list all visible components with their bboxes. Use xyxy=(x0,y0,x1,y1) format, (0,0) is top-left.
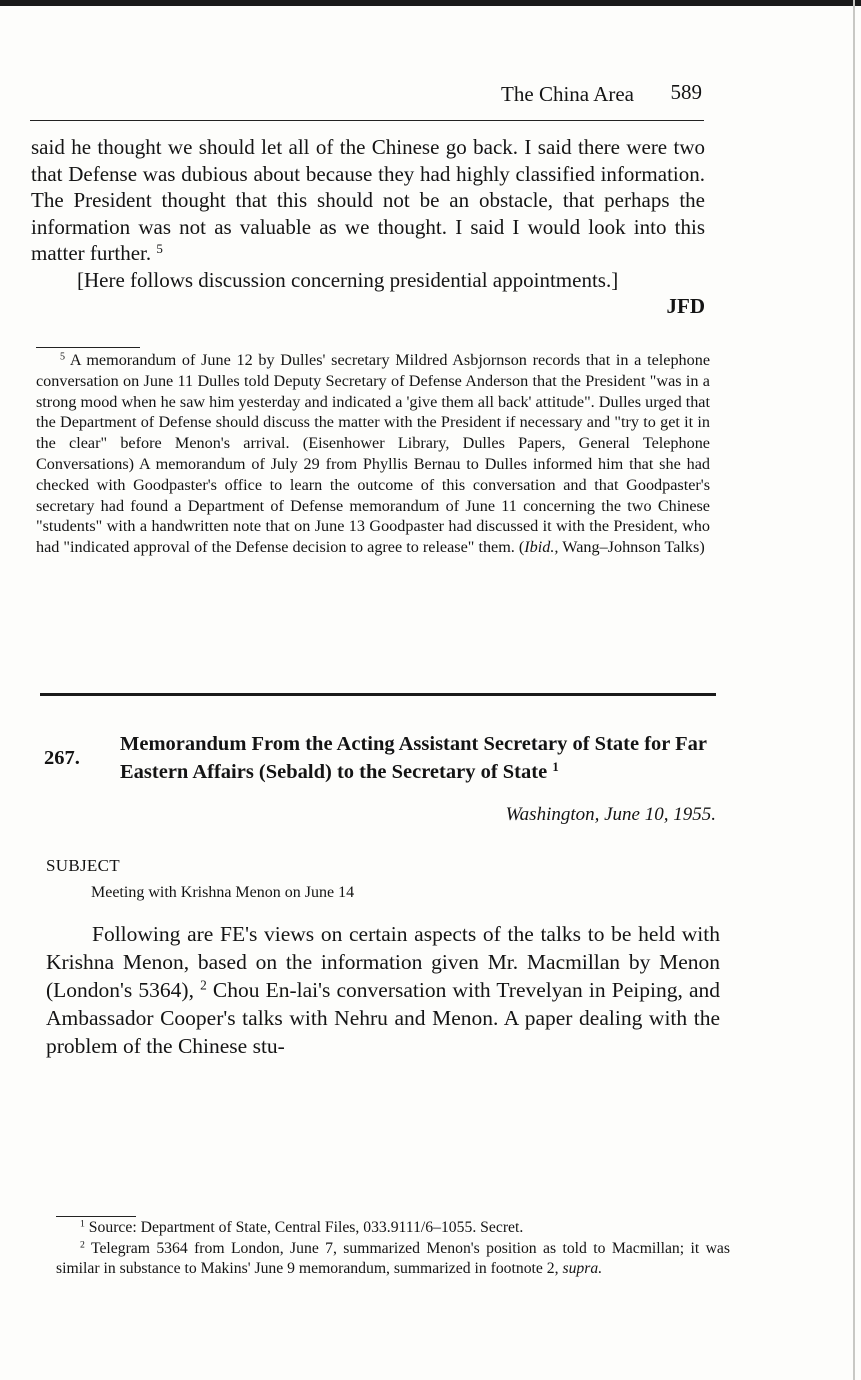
document-number: 267. xyxy=(44,747,80,769)
document-title-block xyxy=(120,730,716,786)
continuation-body: said he thought we should let all of the Chinese go back. I said there were two that Defense was dubious about because they had highly classified information. The President thought that this should not be an obstacle, that perhaps the information was not as valuable as we thought. I said I would look into this matter further. xyxy=(31,135,705,265)
footnote-1-marker: 1 xyxy=(80,1218,85,1230)
footnote-5 xyxy=(36,350,710,558)
subject-text: Meeting with Krishna Menon on June 14 xyxy=(91,884,355,901)
footnote-ref-5: 5 xyxy=(156,240,163,256)
footnote-1 xyxy=(56,1218,730,1239)
right-scan-edge xyxy=(853,0,855,1380)
footnote-5-text: A memorandum of June 12 by Dulles' secretary Mildred Asbjornson records that in a telephone conversation on June 11 Dulles told Deputy Secretary of Defense Anderson that the President "was in a strong mood when he saw him yesterday and indicated a 'give them all back' attitude". Dulles urged that the Department of Defense should discuss the matter with the President if necessary and "try to get it in the clear" before Menon's arrival. (Eisenhower Library, Dulles Papers, General Telephone Conversations) A memorandum of July 29 from Phyllis Bernau to Dulles informed him that she had checked with Goodpaster's office to learn the outcome of this conversation and that Goodpaster's secretary had found a Department of Defense memorandum of June 11 concerning the two Chinese "students" with a handwritten note that on June 13 Goodpaster had discussed it with the President, who had "indicated approval of the Defense decision to agree to release" them. ( xyxy=(36,351,710,557)
memo-body xyxy=(46,920,720,1060)
bottom-footnotes xyxy=(56,1218,730,1280)
continuation-text xyxy=(31,134,705,320)
running-head-title: The China Area xyxy=(501,82,634,106)
footnote-ref-2: 2 xyxy=(200,977,207,993)
bracket-note: [Here follows discussion concerning presidential appointments.] xyxy=(77,267,619,292)
subject-label: SUBJECT xyxy=(46,856,120,875)
signature: JFD xyxy=(666,294,705,318)
bottom-footnote-rule xyxy=(56,1216,136,1217)
footnote-5-paragraph xyxy=(36,350,710,558)
page-number: 589 xyxy=(670,80,702,104)
footnote-2-text: Telegram 5364 from London, June 7, summarized Menon's position as told to Macmillan; it was similar in substance to Makins' June 9 memorandum, summarized in footnote 2, xyxy=(56,1239,730,1277)
section-divider xyxy=(40,693,716,696)
footnote-ref-1: 1 xyxy=(552,760,559,775)
memo-paragraph-end: Chou En-lai's conversation with Trevelyan in Peiping, and Ambassador Cooper's talks with Nehru and Menon. A paper dealing with the problem of the Chinese stu- xyxy=(46,978,721,1058)
footnote-2-marker: 2 xyxy=(80,1239,85,1251)
footnote-2 xyxy=(56,1239,730,1280)
footnote-2-supra: supra. xyxy=(562,1260,603,1277)
dateline: Washington, June 10, 1955. xyxy=(505,804,716,825)
footnote-1-text: Source: Department of State, Central Files, 033.9111/6–1055. Secret. xyxy=(88,1219,524,1236)
document-title: Memorandum From the Acting Assistant Secretary of State for Far Eastern Affairs (Sebald) to the Secretary of State xyxy=(120,733,707,783)
footnote-5-text-end: Wang–Johnson Talks) xyxy=(558,538,705,557)
memo-paragraph-start: Following are FE's views on certain aspects of the talks to be held with Krishna Menon, based on the information given Mr. Macmillan by Menon (London's 5364), xyxy=(46,922,720,1002)
footnote-5-ibid: Ibid., xyxy=(524,538,559,557)
top-scan-edge xyxy=(0,0,861,6)
footnote-5-marker: 5 xyxy=(60,351,66,363)
memo-paragraph xyxy=(46,920,720,1060)
continuation-paragraph xyxy=(31,134,705,267)
running-head xyxy=(30,80,704,121)
footnote-rule xyxy=(36,347,140,348)
